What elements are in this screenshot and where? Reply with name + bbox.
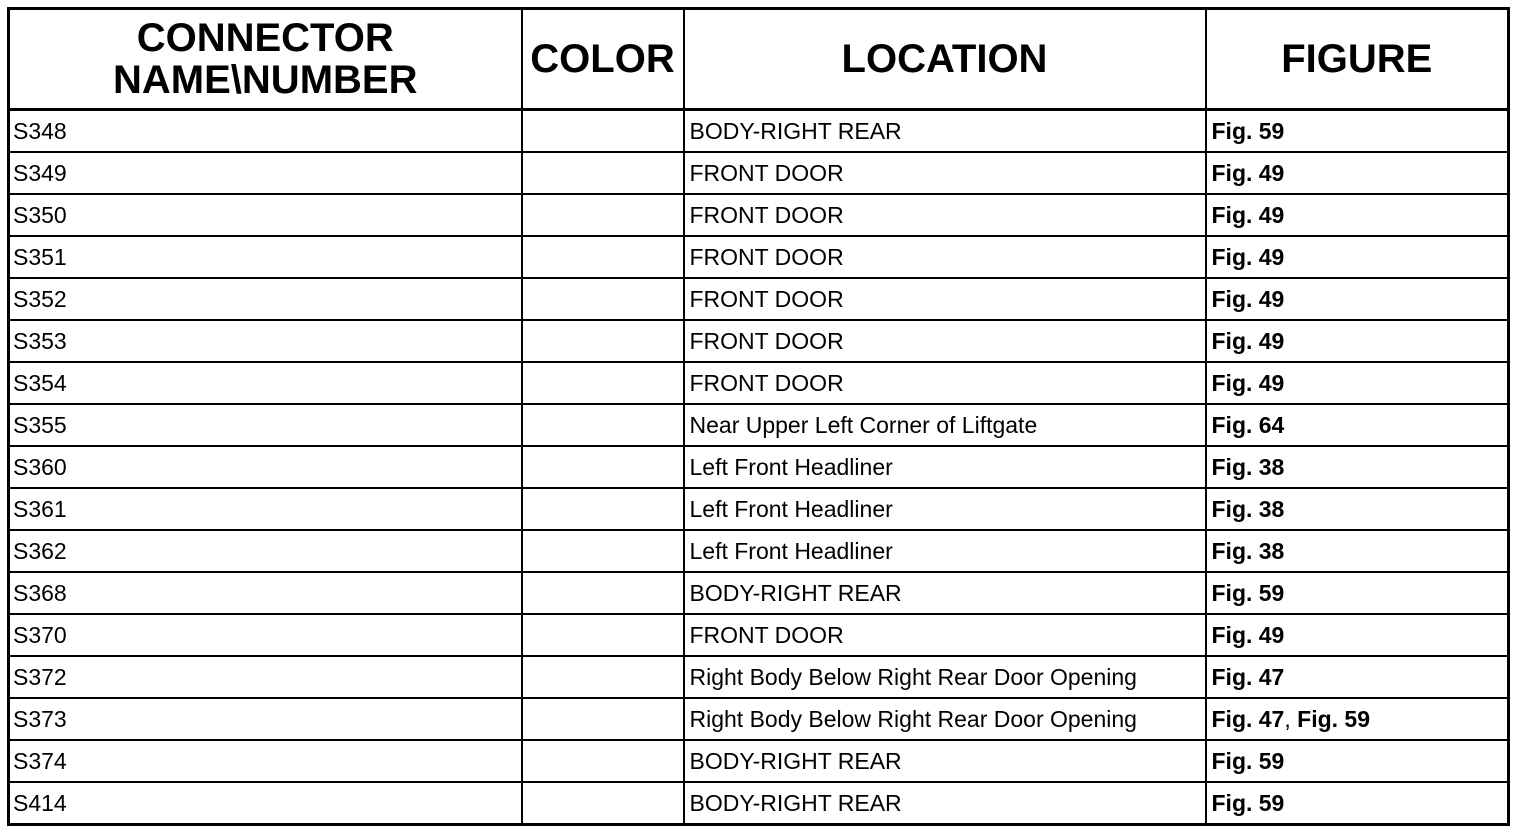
table-body <box>9 110 1509 825</box>
color-cell <box>522 740 684 782</box>
connector-cell: S374 <box>9 740 522 782</box>
figure-ref: Fig. 38 <box>1211 495 1285 522</box>
connector-cell: S362 <box>9 530 522 572</box>
table-row <box>9 530 1509 572</box>
table-row <box>9 362 1509 404</box>
color-cell <box>522 152 684 194</box>
color-cell <box>522 194 684 236</box>
color-cell <box>522 446 684 488</box>
connector-cell: S350 <box>9 194 522 236</box>
header-location: LOCATION <box>684 9 1206 110</box>
connector-cell: S351 <box>9 236 522 278</box>
color-cell <box>522 530 684 572</box>
figure-ref: Fig. 49 <box>1211 327 1285 354</box>
table-row <box>9 698 1509 740</box>
location-cell: FRONT DOOR <box>684 152 1206 194</box>
figure-cell <box>1206 320 1509 362</box>
table-row <box>9 110 1509 153</box>
connector-cell: S368 <box>9 572 522 614</box>
connector-cell: S360 <box>9 446 522 488</box>
table-row <box>9 740 1509 782</box>
figure-cell <box>1206 572 1509 614</box>
color-cell <box>522 278 684 320</box>
location-cell: FRONT DOOR <box>684 194 1206 236</box>
header-connector <box>9 9 522 110</box>
table-row <box>9 614 1509 656</box>
figure-cell <box>1206 110 1509 153</box>
figure-cell <box>1206 782 1509 825</box>
connector-cell: S372 <box>9 656 522 698</box>
color-cell <box>522 362 684 404</box>
figure-ref: Fig. 49 <box>1211 159 1285 186</box>
figure-cell <box>1206 152 1509 194</box>
location-cell: Near Upper Left Corner of Liftgate <box>684 404 1206 446</box>
figure-ref: Fig. 59 <box>1211 789 1285 816</box>
figure-separator: , <box>1284 705 1298 732</box>
figure-cell <box>1206 740 1509 782</box>
connector-cell: S348 <box>13 117 67 144</box>
table-header <box>9 9 1509 110</box>
figure-ref: Fig. 49 <box>1211 621 1285 648</box>
location-cell: Left Front Headliner <box>684 488 1206 530</box>
header-color: COLOR <box>522 9 684 110</box>
header-connector-line1: CONNECTOR <box>136 16 394 60</box>
table-row <box>9 320 1509 362</box>
connector-cell: S354 <box>9 362 522 404</box>
connector-cell: S414 <box>9 782 522 825</box>
location-cell: BODY-RIGHT REAR <box>684 740 1206 782</box>
figure-cell <box>1206 656 1509 698</box>
color-cell <box>522 572 684 614</box>
connector-cell: S353 <box>9 320 522 362</box>
header-row <box>9 9 1509 110</box>
table-row <box>9 152 1509 194</box>
figure-cell <box>1206 278 1509 320</box>
location-cell: BODY-RIGHT REAR <box>684 572 1206 614</box>
connector-cell: S361 <box>9 488 522 530</box>
figure-cell <box>1206 530 1509 572</box>
color-cell <box>522 488 684 530</box>
location-cell: Right Body Below Right Rear Door Opening <box>684 656 1206 698</box>
table-row <box>9 194 1509 236</box>
figure-cell <box>1206 698 1509 740</box>
color-cell <box>522 614 684 656</box>
location-cell: FRONT DOOR <box>684 278 1206 320</box>
figure-ref: Fig. 49 <box>1211 285 1285 312</box>
figure-cell <box>1206 362 1509 404</box>
connector-table <box>7 7 1510 826</box>
figure-cell <box>1206 614 1509 656</box>
figure-ref: Fig. 59 <box>1211 579 1285 606</box>
figure-ref: Fig. 47 <box>1211 663 1285 690</box>
location-cell: Right Body Below Right Rear Door Opening <box>684 698 1206 740</box>
location-cell: FRONT DOOR <box>684 614 1206 656</box>
location-cell: FRONT DOOR <box>684 362 1206 404</box>
figure-ref: Fig. 59 <box>1211 747 1285 774</box>
location-cell: FRONT DOOR <box>684 320 1206 362</box>
location-cell: Left Front Headliner <box>684 446 1206 488</box>
location-cell: FRONT DOOR <box>684 236 1206 278</box>
table-row <box>9 572 1509 614</box>
connector-cell: S349 <box>9 152 522 194</box>
connector-cell: S352 <box>9 278 522 320</box>
figure-cell <box>1206 488 1509 530</box>
figure-ref: Fig. 49 <box>1211 243 1285 270</box>
header-connector-line2: NAME\NUMBER <box>113 58 418 102</box>
figure-ref: Fig. 38 <box>1211 537 1285 564</box>
table-row <box>9 656 1509 698</box>
connector-cell: S355 <box>9 404 522 446</box>
figure-cell <box>1206 194 1509 236</box>
figure-cell <box>1206 236 1509 278</box>
table-row <box>9 446 1509 488</box>
connector-cell: S373 <box>9 698 522 740</box>
figure-cell <box>1206 446 1509 488</box>
table-row <box>9 236 1509 278</box>
figure-ref: Fig. 49 <box>1211 201 1285 228</box>
color-cell <box>522 404 684 446</box>
figure-ref: Fig. 64 <box>1211 411 1285 438</box>
location-cell: BODY-RIGHT REAR <box>684 782 1206 825</box>
header-figure: FIGURE <box>1206 9 1509 110</box>
color-cell <box>522 110 684 153</box>
color-cell <box>522 320 684 362</box>
table-row <box>9 404 1509 446</box>
figure-ref: Fig. 59 <box>1211 117 1285 144</box>
figure-cell <box>1206 404 1509 446</box>
location-cell: Left Front Headliner <box>684 530 1206 572</box>
figure-ref: Fig. 47 <box>1211 705 1285 732</box>
table-row <box>9 278 1509 320</box>
figure-ref: Fig. 38 <box>1211 453 1285 480</box>
color-cell <box>522 782 684 825</box>
color-cell <box>522 236 684 278</box>
color-cell <box>522 656 684 698</box>
connector-cell: S370 <box>9 614 522 656</box>
table-row <box>9 488 1509 530</box>
figure-ref: Fig. 59 <box>1297 705 1370 732</box>
location-cell: BODY-RIGHT REAR <box>684 110 1206 153</box>
color-cell <box>522 698 684 740</box>
figure-ref: Fig. 49 <box>1211 369 1285 396</box>
table-row <box>9 782 1509 825</box>
